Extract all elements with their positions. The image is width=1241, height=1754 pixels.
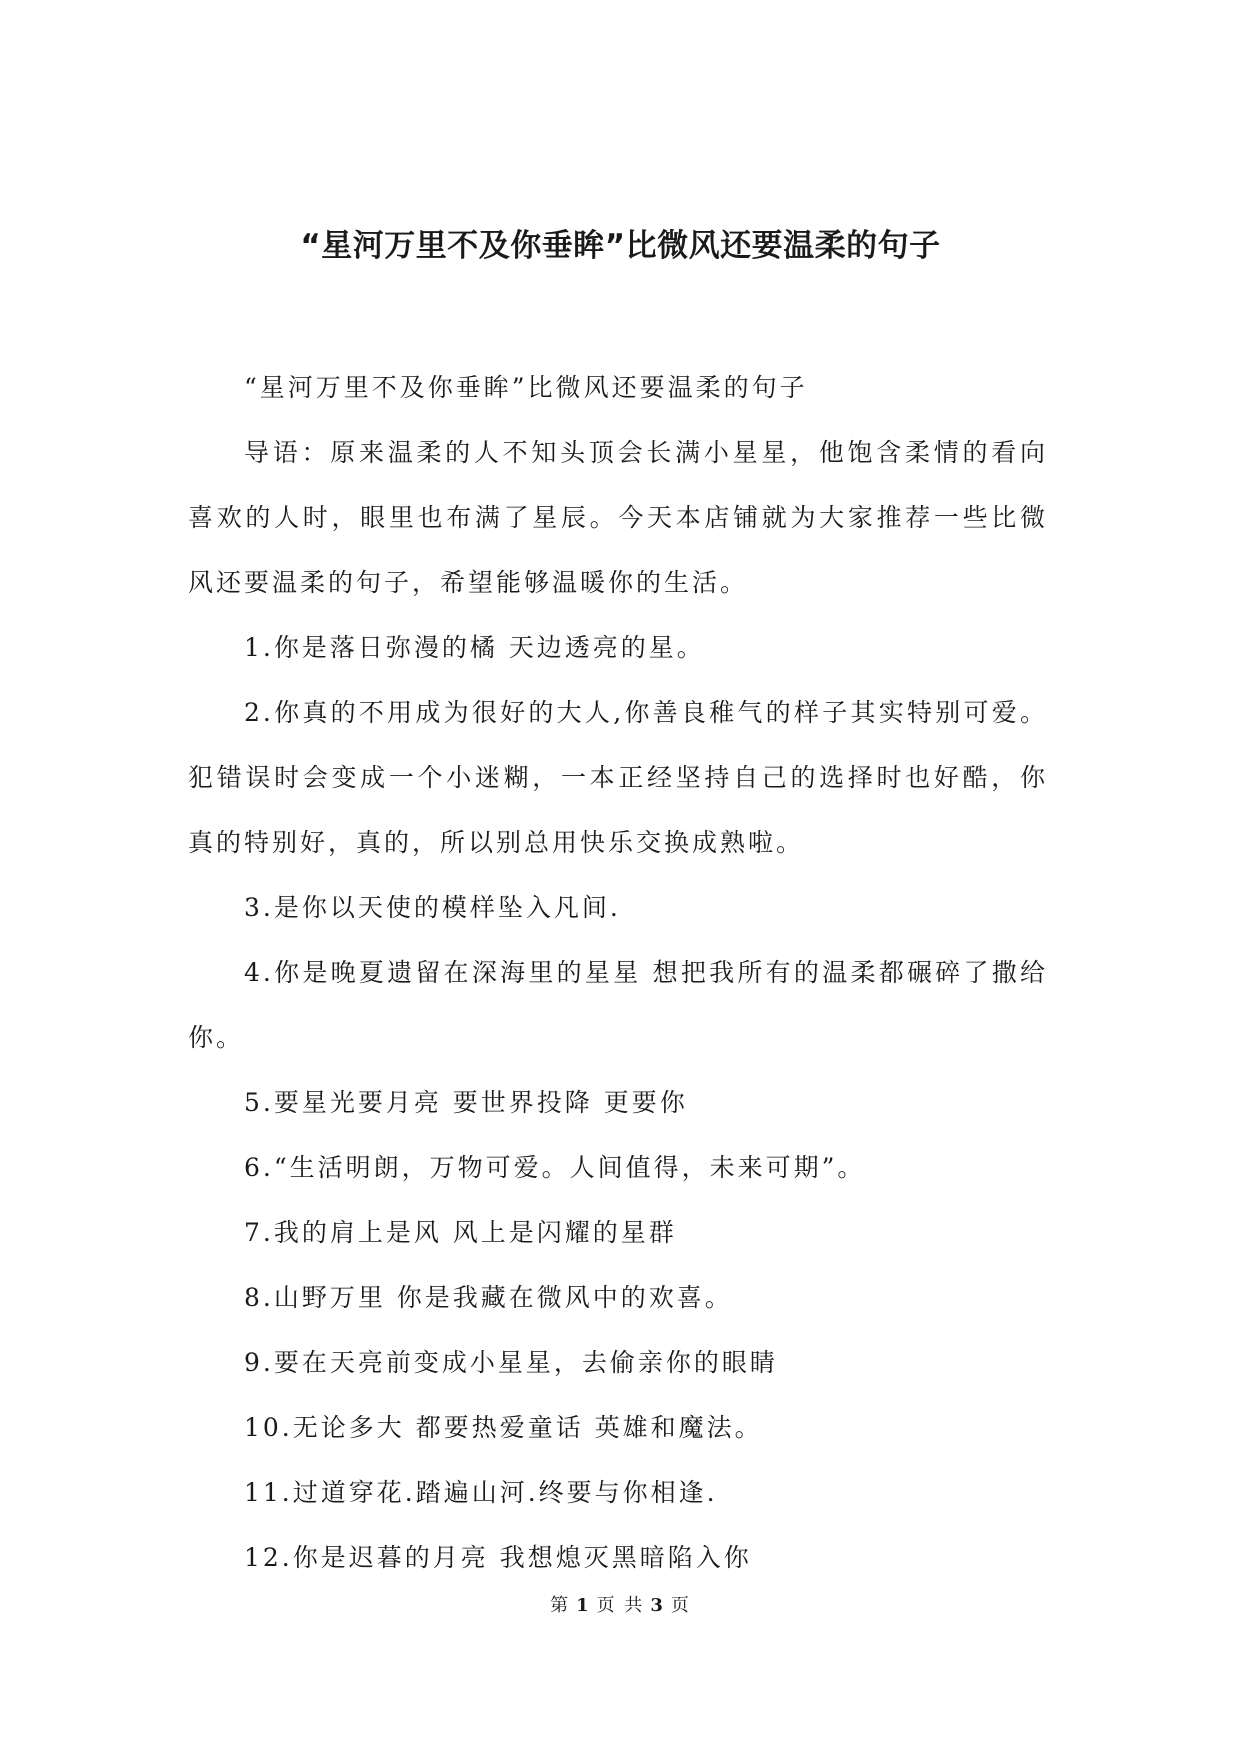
- paragraph-item-12: 12.你是迟暮的月亮 我想熄灭黑暗陷入你: [244, 1543, 752, 1572]
- paragraph-item-7: 7.我的肩上是风 风上是闪耀的星群: [244, 1218, 677, 1247]
- footer-middle: 页 共: [596, 1595, 645, 1616]
- paragraph-item-6: 6.“生活明朗，万物可爱。人间值得，未来可期”。: [244, 1153, 866, 1182]
- paragraph-item-10: 10.无论多大 都要热爱童话 英雄和魔法。: [244, 1413, 763, 1442]
- paragraph-intro: 导语：原来温柔的人不知头顶会长满小星星，他饱含柔情的看向喜欢的人时，眼里也布满了星辰。今天本店铺就为大家推荐一些比微风还要温柔的句子，希望能够温暖你的生活。: [188, 438, 1048, 597]
- paragraph-item-2: 2.你真的不用成为很好的大人,你善良稚气的样子其实特别可爱。犯错误时会变成一个小迷糊，一本正经坚持自己的选择时也好酷，你真的特别好，真的，所以别总用快乐交换成熟啦。: [188, 698, 1048, 857]
- paragraph-item-8: 8.山野万里 你是我藏在微风中的欢喜。: [244, 1283, 733, 1312]
- paragraph-heading: “星河万里不及你垂眸”比微风还要温柔的句子: [244, 373, 808, 402]
- paragraph-item-4: 4.你是晚夏遗留在深海里的星星 想把我所有的温柔都碾碎了撒给你。: [188, 958, 1048, 1052]
- page-footer: [0, 1594, 1241, 1618]
- footer-current-page: 1: [576, 1595, 591, 1616]
- document-body: [188, 355, 1048, 1590]
- footer-total-pages: 3: [650, 1595, 665, 1616]
- footer-prefix: 第: [550, 1595, 571, 1616]
- paragraph-item-11: 11.过道穿花.踏遍山河.终要与你相逢.: [244, 1478, 718, 1507]
- paragraph-item-1: 1.你是落日弥漫的橘 天边透亮的星。: [244, 633, 705, 662]
- paragraph-item-3: 3.是你以天使的模样坠入凡间.: [244, 893, 621, 922]
- paragraph-item-9: 9.要在天亮前变成小星星，去偷亲你的眼睛: [244, 1348, 778, 1377]
- paragraph-item-5: 5.要星光要月亮 要世界投降 更要你: [244, 1088, 688, 1117]
- footer-suffix: 页: [670, 1595, 691, 1616]
- document-title: “星河万里不及你垂眸”比微风还要温柔的句子: [300, 228, 941, 264]
